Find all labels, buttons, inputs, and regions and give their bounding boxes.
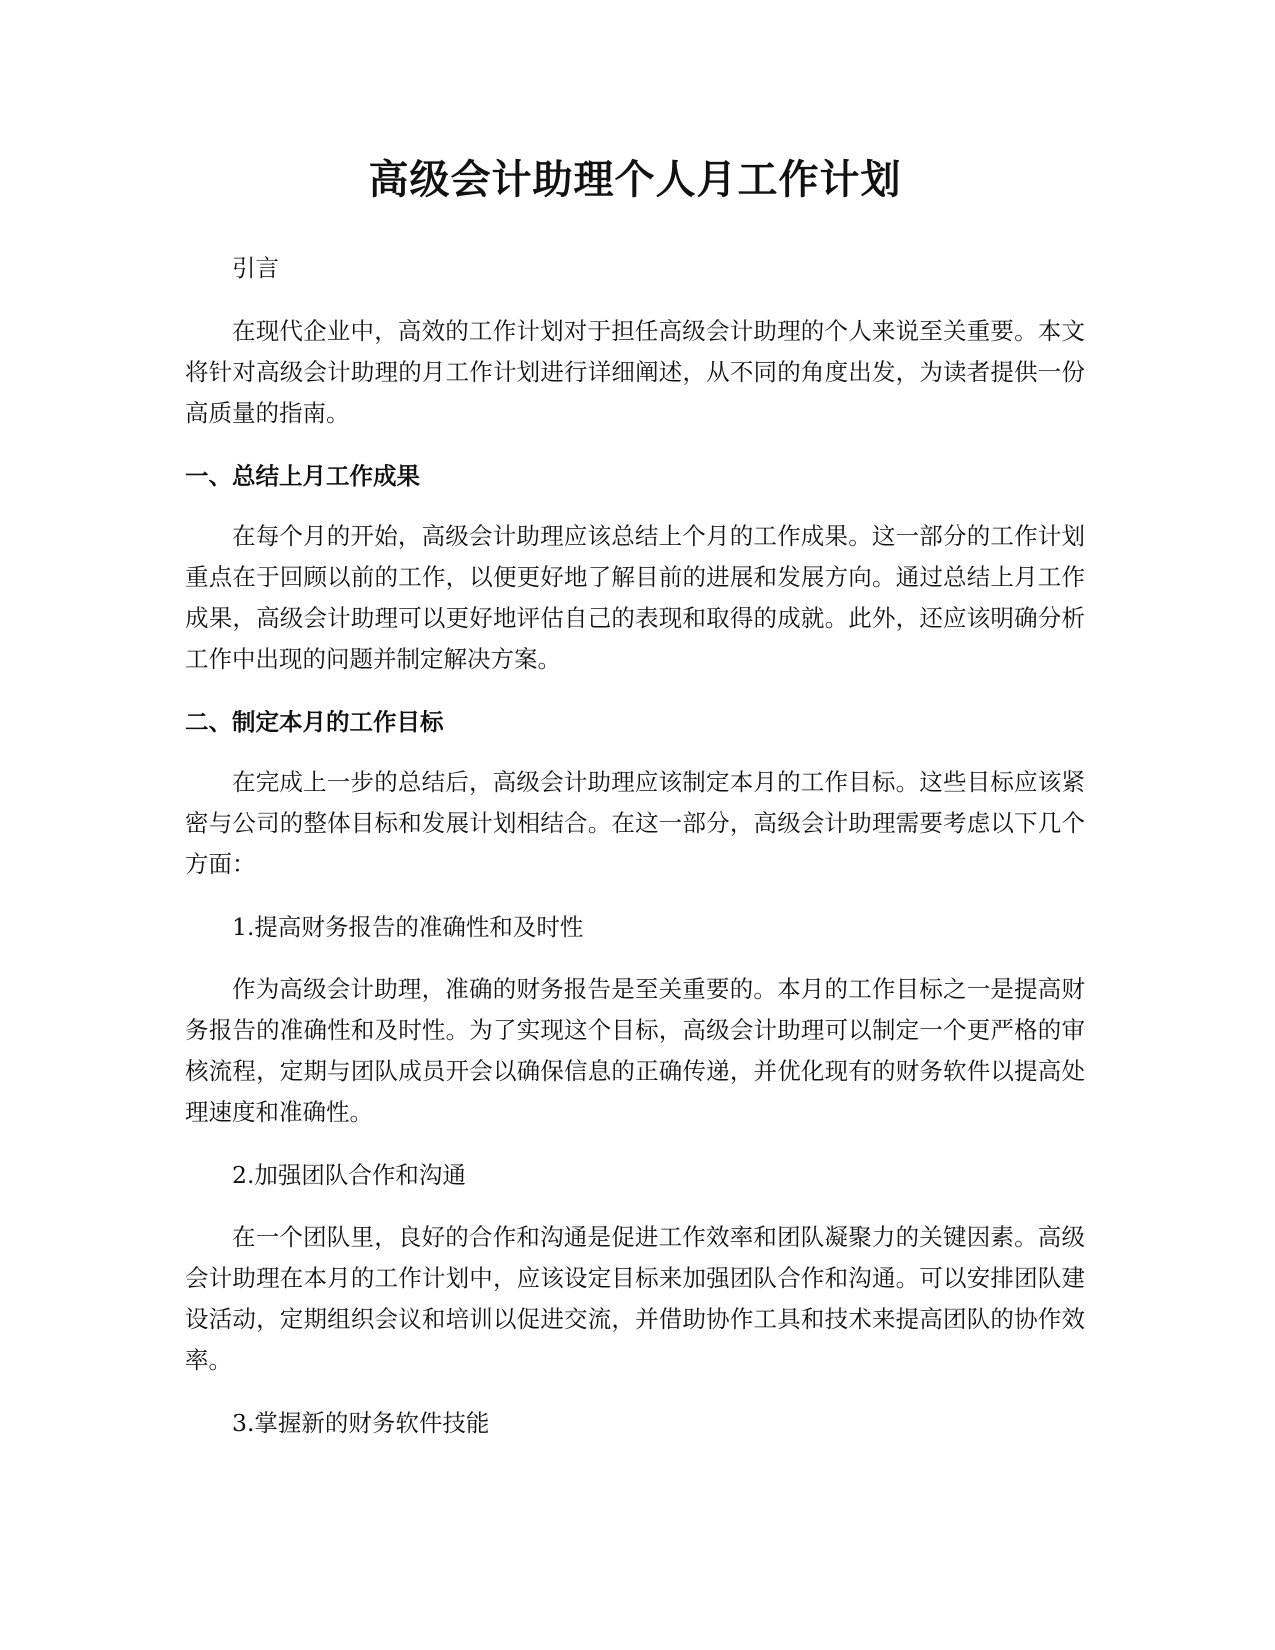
section-2-heading: 二、制定本月的工作目标	[185, 708, 444, 736]
item-2-paragraph: 在一个团队里，良好的合作和沟通是促进工作效率和团队凝聚力的关键因素。高级会计助理在本月的工作计划中，应该设定目标来加强团队合作和沟通。可以安排团队建设活动，定期组织会议和培训以促进交流，并借助协作工具和技术来提高团队的协作效率。	[185, 1223, 1085, 1374]
intro-label: 引言	[232, 254, 279, 282]
section-1-paragraph: 在每个月的开始，高级会计助理应该总结上个月的工作成果。这一部分的工作计划重点在于回顾以前的工作，以便更好地了解目前的进展和发展方向。通过总结上月工作成果，高级会计助理可以更好地评估自己的表现和取得的成就。此外，还应该明确分析工作中出现的问题并制定解决方案。	[185, 522, 1085, 673]
document-page	[185, 150, 1085, 1465]
item-1-heading: 1.提高财务报告的准确性和及时性	[232, 913, 584, 941]
section-1-heading: 一、总结上月工作成果	[185, 462, 420, 490]
item-2-heading: 2.加强团队合作和沟通	[232, 1161, 466, 1189]
section-2-paragraph: 在完成上一步的总结后，高级会计助理应该制定本月的工作目标。这些目标应该紧密与公司的整体目标和发展计划相结合。在这一部分，高级会计助理需要考虑以下几个方面：	[185, 768, 1085, 878]
item-1-paragraph: 作为高级会计助理，准确的财务报告是至关重要的。本月的工作目标之一是提高财务报告的准确性和及时性。为了实现这个目标，高级会计助理可以制定一个更严格的审核流程，定期与团队成员开会以确保信息的正确传递，并优化现有的财务软件以提高处理速度和准确性。	[185, 975, 1085, 1126]
item-3-heading: 3.掌握新的财务软件技能	[232, 1409, 490, 1437]
intro-paragraph: 在现代企业中，高效的工作计划对于担任高级会计助理的个人来说至关重要。本文将针对高级会计助理的月工作计划进行详细阐述，从不同的角度出发，为读者提供一份高质量的指南。	[185, 317, 1085, 427]
document-title: 高级会计助理个人月工作计划	[368, 157, 902, 203]
